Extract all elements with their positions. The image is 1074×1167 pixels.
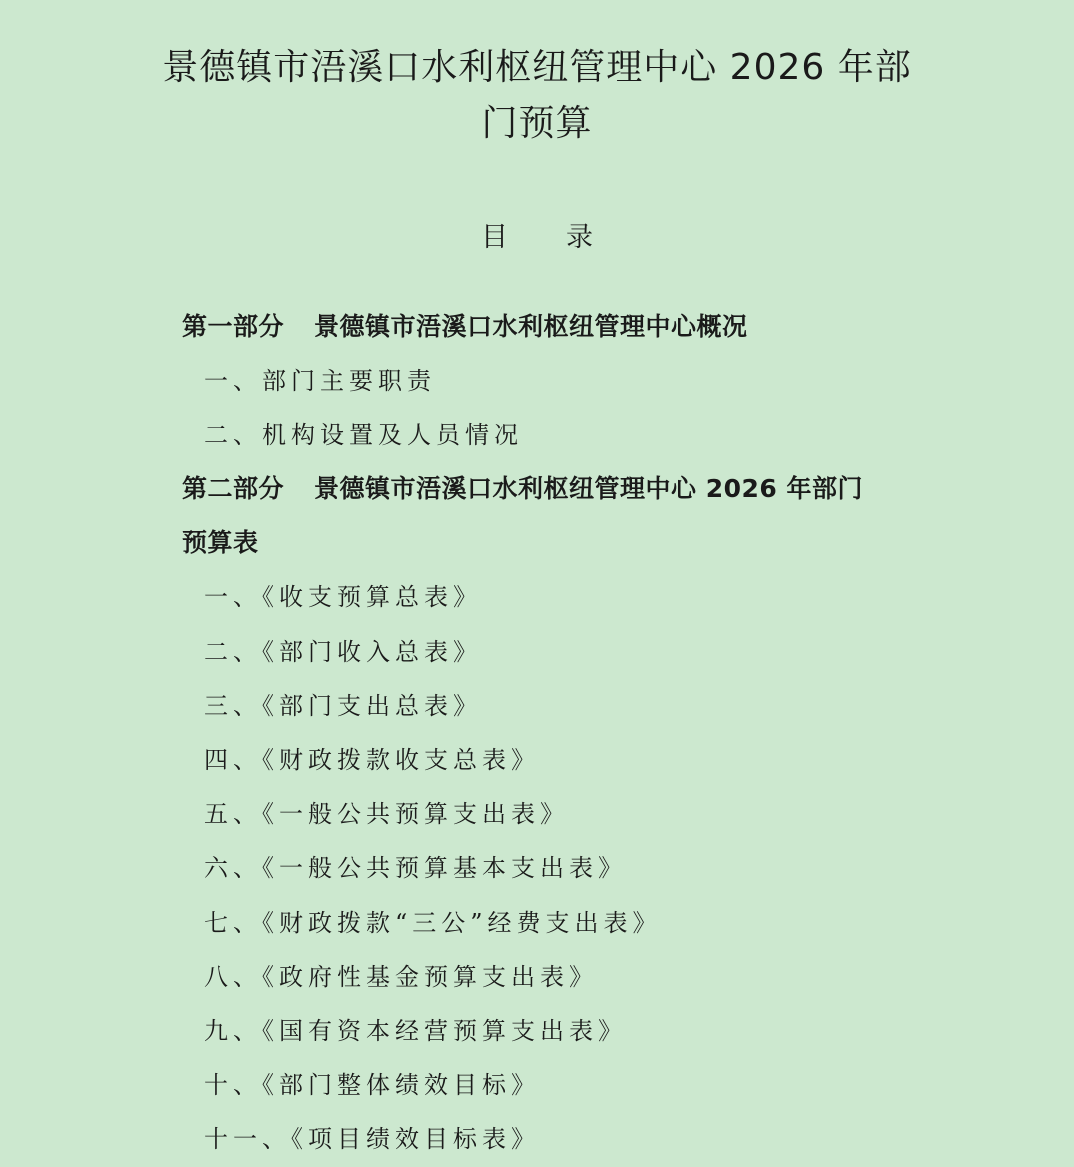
toc-heading-left: 目 <box>481 222 508 253</box>
toc-item[interactable]: 一、《收支预算总表》 <box>204 583 482 612</box>
toc-item[interactable]: 十、《部门整体绩效目标》 <box>204 1071 540 1100</box>
toc-item[interactable]: 二、机构设置及人员情况 <box>204 421 523 450</box>
toc-part-2[interactable] <box>182 462 962 516</box>
title-line-1: 景德镇市浯溪口水利枢纽管理中心 2026 年部 <box>162 47 912 88</box>
part-2-label: 第二部分 <box>182 474 285 504</box>
toc-part-2-continued[interactable]: 预算表 <box>182 528 259 558</box>
toc-item[interactable]: 二、《部门收入总表》 <box>204 637 482 666</box>
toc-heading-right: 录 <box>566 222 593 253</box>
toc-item[interactable]: 九、《国有资本经营预算支出表》 <box>204 1017 627 1046</box>
toc-item[interactable]: 五、《一般公共预算支出表》 <box>204 800 569 829</box>
toc-item[interactable]: 七、《财政拨款“三公”经费支出表》 <box>204 908 662 937</box>
toc-item[interactable]: 一、部门主要职责 <box>204 367 436 395</box>
toc-item[interactable]: 三、《部门支出总表》 <box>204 691 482 720</box>
title-line-2: 门预算 <box>481 103 593 144</box>
toc-heading <box>0 218 1074 258</box>
toc-item[interactable]: 八、《政府性基金预算支出表》 <box>204 962 598 991</box>
toc-item[interactable]: 十一、《项目绩效目标表》 <box>204 1125 540 1154</box>
part-2-text-line-1: 景德镇市浯溪口水利枢纽管理中心 2026 年部门 <box>314 474 864 504</box>
part-1-text: 景德镇市浯溪口水利枢纽管理中心概况 <box>314 312 748 341</box>
toc-item[interactable]: 六、《一般公共预算基本支出表》 <box>204 854 627 883</box>
toc-item[interactable]: 四、《财政拨款收支总表》 <box>204 746 540 775</box>
table-of-contents <box>182 300 962 1167</box>
part-1-label: 第一部分 <box>182 312 285 341</box>
toc-part-1[interactable] <box>182 300 962 354</box>
document-title <box>120 40 954 152</box>
